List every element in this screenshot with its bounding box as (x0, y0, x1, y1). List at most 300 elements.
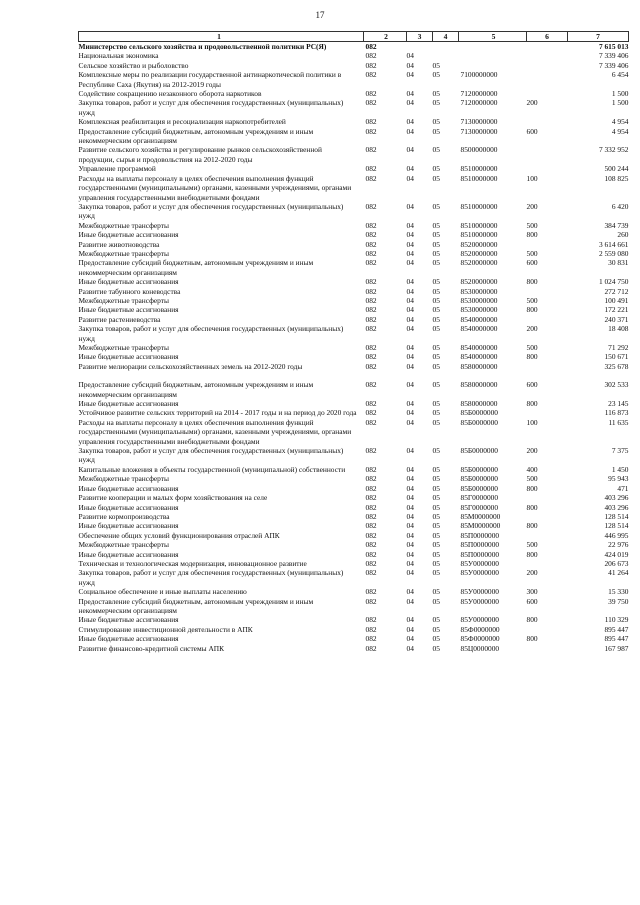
target-article-cell: 85П0000000 (460, 540, 500, 550)
subsection-code-cell: 05 (432, 474, 440, 484)
expense-type-cell: 500 (526, 474, 538, 484)
table-row (79, 61, 629, 70)
target-article-cell: 8540000000 (460, 314, 498, 324)
row-name-cell: Развитие кормопроизводства (78, 511, 170, 521)
section-code-cell: 04 (406, 230, 414, 240)
amount-cell: 446 995 (604, 530, 629, 540)
row-name-cell: Развитие животноводства (78, 239, 160, 249)
expense-type-cell: 300 (526, 587, 538, 597)
amount-cell: 1 450 (611, 464, 629, 474)
ministry-code-cell: 082 (365, 314, 377, 324)
target-article-cell: 8500000000 (460, 145, 498, 155)
ministry-code-cell: 082 (365, 521, 377, 531)
ministry-code-cell: 082 (365, 615, 377, 625)
expense-type-cell: 400 (526, 464, 538, 474)
section-code-cell: 04 (406, 305, 414, 315)
expense-type-cell (527, 89, 568, 98)
col-header-1: 1 (79, 32, 364, 42)
target-article-cell: 85Ц0000000 (460, 643, 500, 653)
page-number: 17 (315, 10, 325, 20)
expense-type-cell (527, 644, 568, 653)
section-code-cell: 04 (406, 51, 414, 61)
section-code-cell: 04 (406, 89, 414, 99)
amount-cell: 260 (617, 230, 629, 240)
row-name-cell: Закупка товаров, работ и услуг для обеспечения государственных (муниципальных) нужд (78, 568, 344, 587)
section-code-cell: 04 (406, 483, 414, 493)
expense-type-cell (527, 362, 568, 371)
row-name-cell: Министерство сельского хозяйства и продовольственной политики РС(Я) (78, 42, 327, 51)
row-name-cell: Предоставление субсидий бюджетным, автономным учреждениям и иным некоммерческим организациям (78, 126, 314, 146)
target-article-cell: 8540000000 (460, 343, 498, 352)
ministry-code-cell: 082 (365, 145, 377, 155)
expense-type-cell: 600 (526, 596, 538, 606)
expense-type-cell (527, 559, 568, 568)
ministry-code-cell: 082 (365, 173, 377, 183)
section-code-cell: 04 (406, 201, 414, 211)
section-code-cell: 04 (406, 352, 414, 362)
col-header-2: 2 (364, 32, 407, 42)
section-code-cell: 04 (406, 117, 414, 127)
amount-cell: 1 500 (611, 89, 629, 99)
ministry-code-cell: 082 (365, 483, 377, 493)
target-article-cell: 8580000000 (460, 380, 498, 390)
subsection-code-cell: 05 (432, 417, 440, 427)
subsection-code-cell: 05 (432, 558, 440, 568)
col-header-6: 6 (527, 32, 568, 42)
expense-type-cell: 800 (526, 615, 538, 625)
section-code-cell: 04 (406, 521, 414, 531)
target-article-cell: 8530000000 (460, 286, 498, 296)
row-name-cell: Иные бюджетные ассигнования (78, 502, 179, 512)
section-code-cell: 04 (406, 343, 414, 352)
table-row (79, 465, 629, 474)
ministry-code-cell: 082 (365, 474, 377, 484)
ministry-code-cell: 082 (365, 408, 377, 418)
amount-cell: 1 024 750 (598, 277, 629, 287)
table-row (79, 352, 629, 361)
ministry-code-cell: 082 (365, 502, 377, 512)
table-row (79, 42, 629, 52)
ministry-code-cell: 082 (365, 417, 377, 427)
target-article-cell: 8530000000 (460, 305, 498, 315)
amount-cell: 403 296 (604, 502, 629, 512)
table-row (79, 446, 629, 465)
subsection-code-cell: 05 (432, 164, 440, 174)
subsection-code-cell: 05 (432, 493, 440, 503)
amount-cell: 6 454 (611, 70, 629, 80)
target-article-cell: 8580000000 (460, 361, 498, 371)
expense-type-cell (527, 625, 568, 634)
row-name-cell: Стимулирование инвестиционной деятельности в АПК (78, 624, 253, 634)
row-name-cell: Управление программой (78, 164, 156, 174)
ministry-code-cell: 082 (365, 596, 377, 606)
subsection-code-cell: 05 (432, 643, 440, 653)
row-name-cell: Содействие сокращению незаконного оборота наркотиков (78, 89, 262, 99)
subsection-code-cell: 05 (432, 145, 440, 155)
subsection-code-cell: 05 (432, 380, 440, 390)
section-code-cell: 04 (406, 417, 414, 427)
expense-type-cell: 500 (526, 220, 538, 230)
expense-type-cell: 200 (526, 446, 538, 456)
expense-type-cell (527, 164, 568, 173)
target-article-cell: 85У0000000 (460, 615, 499, 625)
ministry-code-cell: 082 (365, 464, 377, 474)
table-row (79, 597, 629, 616)
row-name-cell: Капитальные вложения в объекты государственной (муниципальной) собственности (78, 464, 346, 474)
target-article-cell: 8510000000 (460, 230, 498, 240)
section-code-cell: 04 (406, 239, 414, 249)
table-row (79, 174, 629, 202)
target-article-cell: 8520000000 (460, 277, 498, 287)
target-article-cell: 85Б0000000 (460, 408, 499, 418)
row-name-cell: Развитие мелиорации сельскохозяйственных земель на 2012-2020 годы (78, 361, 303, 371)
row-name-cell: Сельское хозяйство и рыболовство (78, 60, 189, 70)
subsection-code-cell: 05 (432, 464, 440, 474)
section-code-cell: 04 (406, 643, 414, 653)
expense-type-cell: 800 (526, 305, 538, 315)
ministry-code-cell: 082 (365, 634, 377, 644)
target-article-cell: 8530000000 (460, 295, 498, 305)
amount-cell: 39 750 (608, 596, 629, 606)
expense-type-cell: 200 (526, 201, 538, 211)
amount-cell: 500 244 (604, 164, 629, 174)
amount-cell: 30 831 (608, 258, 629, 268)
ministry-code-cell: 082 (365, 239, 377, 249)
section-code-cell: 04 (406, 361, 414, 371)
ministry-code-cell: 082 (365, 361, 377, 371)
expense-type-cell (527, 287, 568, 296)
amount-cell: 403 296 (604, 493, 629, 503)
table-row (79, 550, 629, 559)
ministry-code-cell: 082 (365, 248, 377, 258)
section-code-cell: 04 (406, 587, 414, 597)
ministry-code-cell: 082 (365, 352, 377, 362)
table-row (79, 418, 629, 446)
amount-cell: 108 825 (604, 173, 629, 183)
subsection-code-cell: 05 (432, 258, 440, 268)
ministry-code-cell: 082 (365, 277, 377, 287)
subsection-code-cell: 05 (432, 624, 440, 634)
col-header-5: 5 (459, 32, 527, 42)
subsection-code-cell: 05 (432, 305, 440, 315)
row-name-cell: Межбюджетные трансферты (78, 295, 169, 305)
amount-cell: 2 559 080 (598, 248, 629, 258)
expense-type-cell: 600 (526, 126, 538, 136)
section-code-cell: 04 (406, 634, 414, 644)
row-name-cell: Закупка товаров, работ и услуг для обеспечения государственных (муниципальных) нужд (78, 98, 344, 117)
amount-cell: 272 712 (604, 286, 629, 296)
table-row (79, 503, 629, 512)
ministry-code-cell: 082 (365, 51, 377, 61)
amount-cell: 6 420 (611, 201, 629, 211)
expense-type-cell: 800 (526, 549, 538, 559)
table-row (79, 277, 629, 286)
section-code-cell: 04 (406, 568, 414, 578)
section-code-cell: 04 (406, 502, 414, 512)
amount-cell: 23 145 (608, 399, 629, 409)
amount-cell: 110 329 (604, 615, 629, 625)
target-article-cell: 85У0000000 (460, 568, 499, 578)
row-name-cell: Социальное обеспечение и иные выплаты населению (78, 587, 247, 597)
row-name-cell: Закупка товаров, работ и услуг для обеспечения государственных (муниципальных) нужд (78, 324, 344, 343)
table-row (79, 559, 629, 568)
row-name-cell: Межбюджетные трансферты (78, 248, 169, 258)
ministry-code-cell: 082 (365, 493, 377, 503)
subsection-code-cell: 05 (432, 596, 440, 606)
ministry-code-cell: 082 (365, 324, 377, 334)
table-row (79, 249, 629, 258)
ministry-code-cell: 082 (365, 305, 377, 315)
subsection-code-cell: 05 (432, 117, 440, 127)
amount-cell: 128 514 (604, 521, 629, 531)
row-name-cell: Иные бюджетные ассигнования (78, 305, 179, 315)
row-name-cell: Иные бюджетные ассигнования (78, 352, 179, 362)
table-row (79, 474, 629, 483)
target-article-cell: 85Б0000000 (460, 464, 499, 474)
section-code-cell: 04 (406, 164, 414, 174)
row-name-cell: Закупка товаров, работ и услуг для обеспечения государственных (муниципальных) нужд (78, 446, 344, 465)
ministry-code-cell: 082 (365, 511, 377, 521)
table-row (79, 240, 629, 249)
target-article-cell: 7120000000 (460, 89, 498, 99)
section-code-cell: 04 (406, 98, 414, 108)
amount-cell: 167 987 (604, 643, 629, 653)
table-row (79, 634, 629, 643)
section-code-cell: 04 (406, 248, 414, 258)
ministry-code-cell: 082 (365, 164, 377, 174)
target-article-cell: 8510000000 (460, 164, 498, 174)
amount-cell: 206 673 (604, 558, 629, 568)
subsection-code-cell: 05 (432, 230, 440, 240)
table-row (79, 512, 629, 521)
table-row (79, 296, 629, 305)
amount-cell: 116 873 (604, 408, 629, 418)
budget-table (78, 31, 629, 653)
row-name-cell: Предоставление субсидий бюджетным, автономным учреждениям и иным некоммерческим организациям (78, 258, 314, 277)
subsection-code-cell (433, 42, 459, 52)
expense-type-cell: 800 (526, 277, 538, 287)
ministry-code-cell: 082 (365, 540, 377, 550)
section-code-cell: 04 (406, 399, 414, 409)
ministry-code-cell: 082 (365, 286, 377, 296)
table-row (79, 98, 629, 117)
target-article-cell: 85Ф0000000 (460, 624, 500, 634)
ministry-code-cell: 082 (365, 530, 377, 540)
target-article-cell: 8510000000 (460, 173, 498, 183)
expense-type-cell: 800 (526, 634, 538, 644)
table-row (79, 51, 629, 60)
section-code-cell: 04 (406, 558, 414, 568)
row-name-cell: Иные бюджетные ассигнования (78, 277, 179, 287)
target-article-cell: 85М0000000 (460, 521, 501, 531)
amount-cell: 325 678 (604, 361, 629, 371)
target-article-cell: 85У0000000 (460, 558, 499, 568)
expense-type-cell: 200 (526, 98, 538, 108)
amount-cell: 895 447 (604, 634, 629, 644)
row-name-cell: Комплексные меры по реализации государственной антинаркотической политики в Республике Саха (Якутия) на 2012-2019 годы (78, 70, 342, 89)
ministry-code-cell: 082 (365, 568, 377, 578)
ministry-code-cell: 082 (365, 60, 377, 70)
subsection-code-cell: 05 (432, 361, 440, 371)
subsection-code-cell: 05 (432, 277, 440, 287)
target-article-cell: 85Б0000000 (460, 417, 499, 427)
expense-type-cell: 600 (526, 380, 538, 390)
amount-cell: 471 (617, 483, 629, 493)
amount-cell: 3 614 661 (598, 239, 629, 249)
amount-cell: 302 533 (604, 380, 629, 390)
table-row (79, 164, 629, 173)
row-name-cell: Развитие растениеводства (78, 314, 161, 324)
ministry-code-cell: 082 (365, 558, 377, 568)
subsection-code-cell: 05 (432, 98, 440, 108)
amount-cell: 7 339 406 (598, 60, 629, 70)
table-row (79, 230, 629, 239)
subsection-code-cell: 05 (432, 549, 440, 559)
target-article-cell: 7130000000 (460, 117, 498, 127)
target-article-cell: 8580000000 (460, 399, 498, 409)
ministry-code-cell: 082 (365, 295, 377, 305)
target-article-cell (459, 42, 527, 52)
section-code-cell: 04 (406, 615, 414, 625)
ministry-code-cell: 082 (365, 258, 377, 268)
amount-cell: 7 615 013 (598, 42, 629, 51)
row-name-cell: Расходы на выплаты персоналу в целях обеспечения выполнения функций государственными (муниципальными) органами, казенными учреждениями, органами управления государственными внебюджетными фондами (78, 173, 352, 202)
section-code-cell: 04 (406, 408, 414, 418)
section-code-cell: 04 (406, 286, 414, 296)
table-row (79, 408, 629, 417)
section-code-cell: 04 (406, 540, 414, 550)
table-row (79, 493, 629, 502)
section-code-cell: 04 (406, 314, 414, 324)
row-name-cell: Развитие сельского хозяйства и регулирование рынков сельскохозяйственной продукции, сырья и продовольствия на 2012-2020 годы (78, 145, 322, 164)
row-name-cell: Иные бюджетные ассигнования (78, 615, 179, 625)
row-name-cell: Техническая и технологическая модернизация, инновационное развитие (78, 558, 307, 568)
row-name-cell: Межбюджетные трансферты (78, 540, 169, 550)
expense-type-cell: 100 (526, 173, 538, 183)
target-article-cell: 85У0000000 (460, 587, 499, 597)
col-header-3: 3 (407, 32, 433, 42)
subsection-code-cell (433, 51, 459, 60)
row-name-cell: Иные бюджетные ассигнования (78, 634, 179, 644)
section-code-cell: 04 (406, 596, 414, 606)
amount-cell: 11 635 (608, 417, 629, 427)
section-code-cell: 04 (406, 258, 414, 268)
target-article-cell: 85П0000000 (460, 549, 500, 559)
table-row (79, 625, 629, 634)
table-row (79, 521, 629, 530)
row-name-cell: Иные бюджетные ассигнования (78, 399, 179, 409)
ministry-code-cell: 082 (365, 126, 377, 136)
amount-cell: 128 514 (604, 511, 629, 521)
target-article-cell: 85Б0000000 (460, 474, 499, 484)
amount-cell: 240 371 (604, 314, 629, 324)
ministry-code-cell: 082 (365, 446, 377, 456)
table-row (79, 258, 629, 277)
row-name-cell: Иные бюджетные ассигнования (78, 483, 179, 493)
target-article-cell (459, 61, 527, 70)
row-name-cell: Иные бюджетные ассигнования (78, 549, 179, 559)
subsection-code-cell: 05 (432, 295, 440, 305)
subsection-code-cell: 05 (432, 483, 440, 493)
subsection-code-cell: 05 (432, 220, 440, 230)
subsection-code-cell: 05 (432, 408, 440, 418)
table-row (79, 287, 629, 296)
target-article-cell: 8520000000 (460, 239, 498, 249)
row-name-cell: Комплексная реабилитация и ресоциализация наркопотребителей (78, 117, 286, 127)
table-row (79, 315, 629, 324)
target-article-cell: 85Г0000000 (460, 493, 499, 503)
row-name-cell: Межбюджетные трансферты (78, 343, 169, 352)
target-article-cell: 7130000000 (460, 126, 498, 136)
subsection-code-cell: 05 (432, 399, 440, 409)
header-row (79, 32, 629, 42)
expense-type-cell: 200 (526, 324, 538, 334)
section-code-cell: 04 (406, 324, 414, 334)
target-article-cell: 8540000000 (460, 352, 498, 362)
section-code-cell: 04 (406, 511, 414, 521)
target-article-cell: 85П0000000 (460, 530, 500, 540)
row-name-cell: Межбюджетные трансферты (78, 474, 169, 484)
ministry-code-cell: 082 (365, 343, 377, 352)
table-row (79, 202, 629, 221)
subsection-code-cell: 05 (432, 314, 440, 324)
row-name-cell: Развитие финансово-кредитной системы АПК (78, 643, 225, 653)
table-row (79, 127, 629, 146)
ministry-code-cell: 082 (365, 624, 377, 634)
subsection-code-cell: 05 (432, 126, 440, 136)
target-article-cell: 8520000000 (460, 258, 498, 268)
subsection-code-cell: 05 (432, 502, 440, 512)
ministry-code-cell: 082 (365, 89, 377, 99)
ministry-code-cell: 082 (365, 230, 377, 240)
subsection-code-cell: 05 (432, 201, 440, 211)
table-row (79, 587, 629, 596)
subsection-code-cell: 05 (432, 511, 440, 521)
row-name-cell: Предоставление субсидий бюджетным, автономным учреждениям и иным некоммерческим организациям (78, 596, 314, 615)
amount-cell: 1 500 (611, 98, 629, 108)
row-name-cell: Устойчивое развитие сельских территорий на 2014 - 2017 годы и на период до 2020 года (78, 408, 357, 418)
target-article-cell: 85У0000000 (460, 596, 499, 606)
ministry-code-cell: 082 (365, 201, 377, 211)
amount-cell: 150 671 (604, 352, 629, 362)
table-row (79, 343, 629, 352)
target-article-cell: 85М0000000 (460, 511, 501, 521)
amount-cell: 4 954 (611, 117, 629, 127)
row-name-cell: Развитие кооперации и малых форм хозяйствования на селе (78, 493, 268, 503)
subsection-code-cell: 05 (432, 70, 440, 80)
target-article-cell: 85Б0000000 (460, 483, 499, 493)
ministry-code-cell: 082 (365, 98, 377, 108)
row-name-cell: Национальная экономика (78, 51, 159, 61)
subsection-code-cell: 05 (432, 60, 440, 70)
ministry-code-cell: 082 (365, 117, 377, 127)
expense-type-cell (527, 512, 568, 521)
target-article-cell: 8510000000 (460, 220, 498, 230)
expense-type-cell: 800 (526, 502, 538, 512)
subsection-code-cell: 05 (432, 324, 440, 334)
table-row (79, 568, 629, 587)
target-article-cell (459, 51, 527, 60)
expense-type-cell (527, 61, 568, 70)
section-code-cell: 04 (406, 380, 414, 390)
table-body (79, 42, 629, 654)
amount-cell: 7 332 952 (598, 145, 629, 155)
amount-cell: 18 408 (608, 324, 629, 334)
amount-cell: 71 292 (608, 343, 629, 352)
section-code-cell: 04 (406, 126, 414, 136)
subsection-code-cell: 05 (432, 286, 440, 296)
amount-cell: 95 943 (608, 474, 629, 484)
